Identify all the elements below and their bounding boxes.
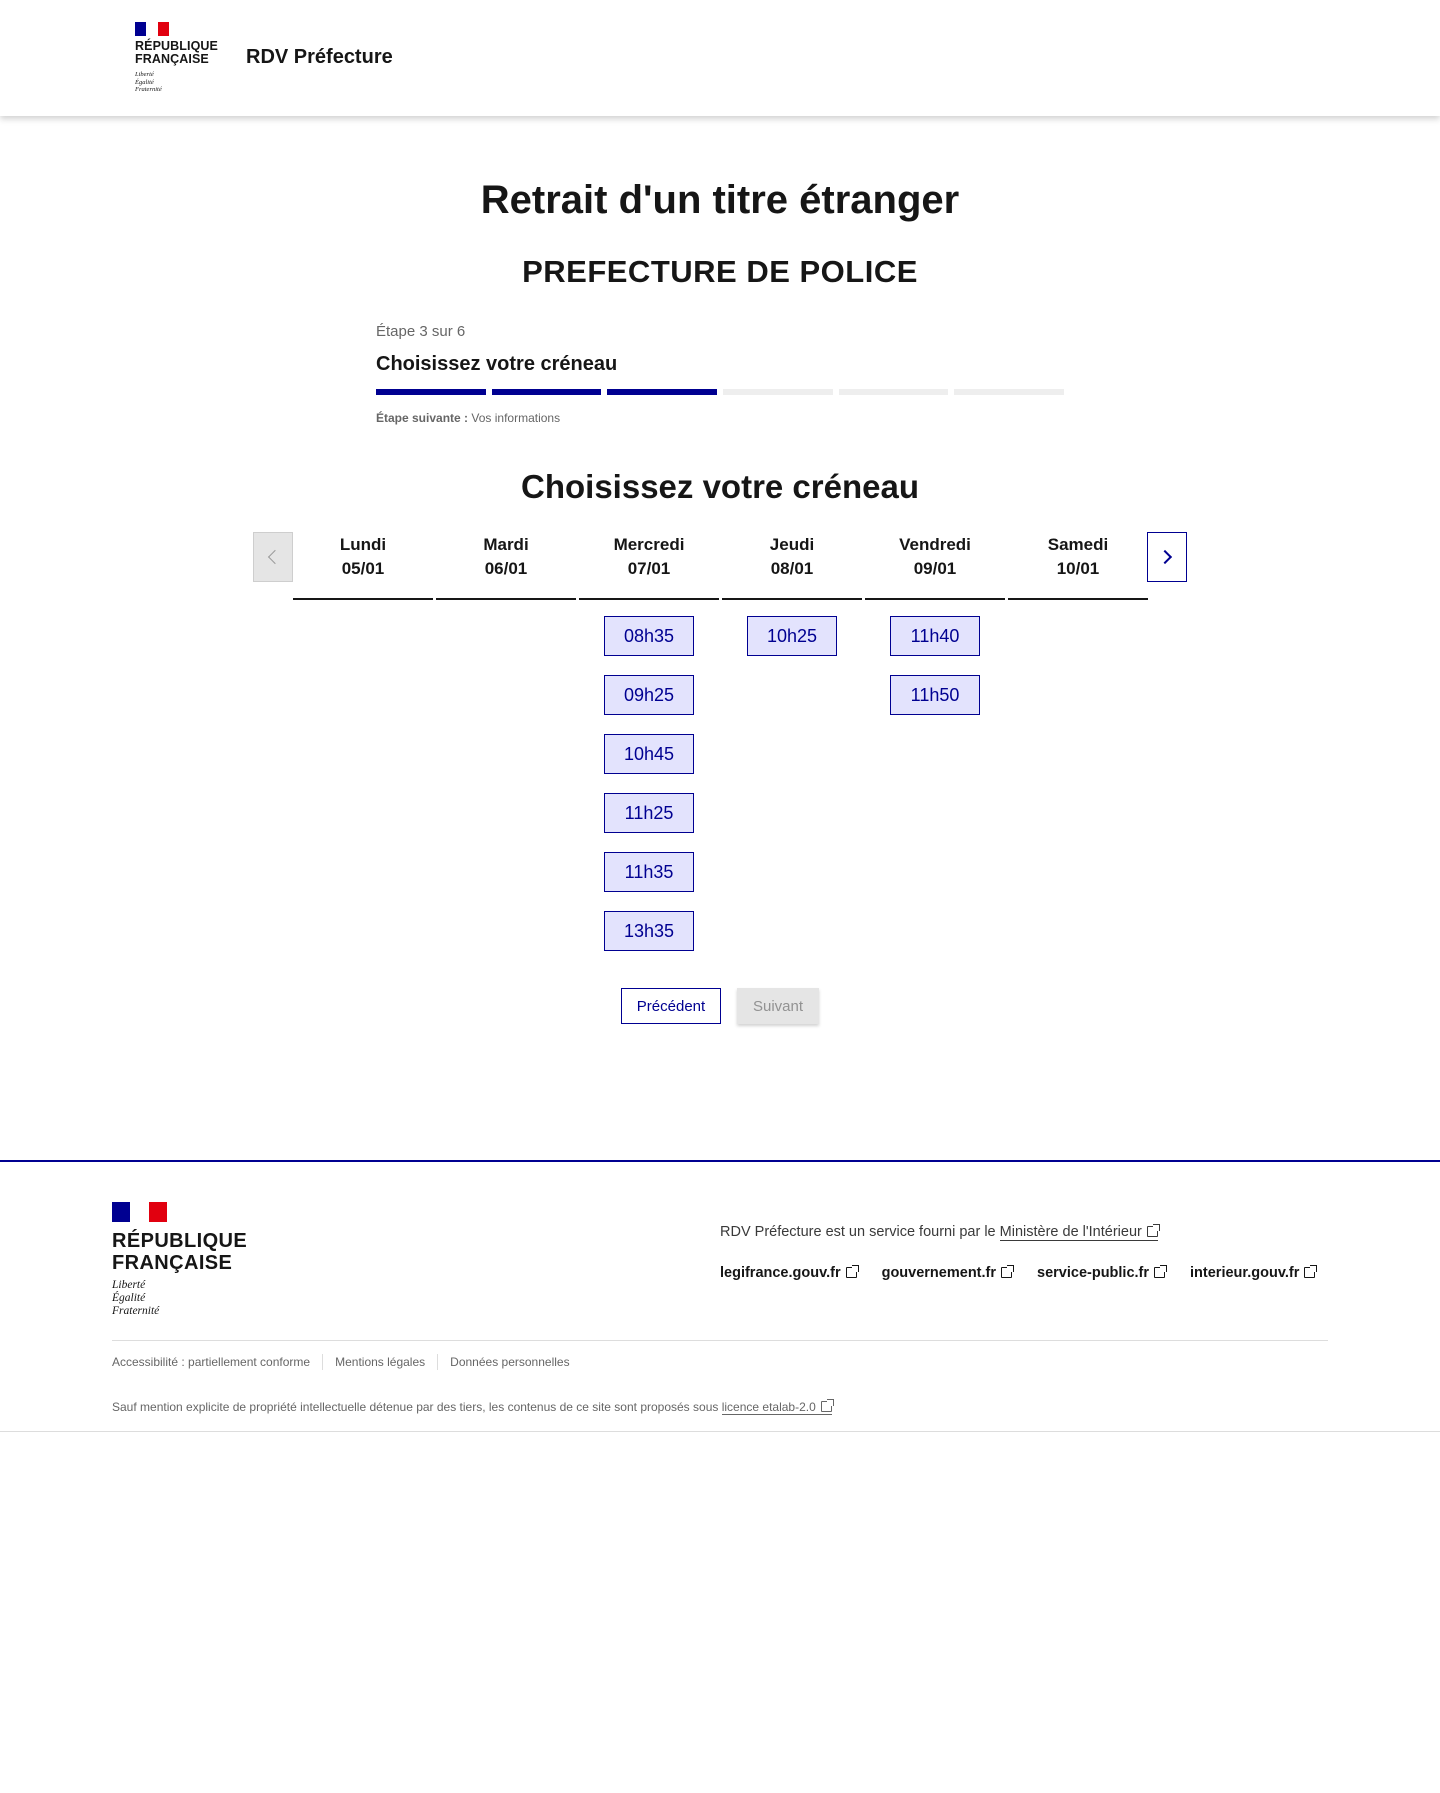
step-segment [954, 389, 1064, 395]
external-link-icon [1147, 1226, 1158, 1237]
footer-link-label: service-public.fr [1037, 1265, 1150, 1281]
external-link-icon [821, 1401, 832, 1412]
time-slot-button[interactable]: 10h25 [747, 616, 837, 656]
footer-link-label: interieur.gouv.fr [1190, 1265, 1300, 1281]
external-link-icon [1154, 1267, 1165, 1278]
day-column-lundi [293, 530, 433, 600]
time-slot-button[interactable]: 09h25 [604, 675, 694, 715]
step-count: Étape 3 sur 6 [376, 323, 466, 340]
previous-week-button[interactable] [253, 532, 293, 582]
day-name: Mercredi [613, 535, 685, 554]
logo-motto [135, 71, 225, 94]
link-separator [322, 1354, 323, 1370]
accessibility-link[interactable]: Accessibilité : partiellement conforme [112, 1355, 311, 1369]
day-name: Mardi [483, 535, 529, 554]
day-name: Lundi [339, 535, 387, 554]
footer-link-gouvernement[interactable] [882, 1265, 1012, 1281]
day-name: Samedi [1047, 535, 1109, 554]
chevron-left-icon [268, 550, 282, 564]
step-segment [723, 389, 833, 395]
step-title: Choisissez votre créneau [376, 353, 618, 375]
time-slot-button[interactable]: 13h35 [604, 911, 694, 951]
step-segment [376, 389, 486, 395]
personal-data-link[interactable]: Données personnelles [450, 1355, 570, 1369]
day-column-vendredi [865, 530, 1005, 715]
ministry-link-label: Ministère de l'Intérieur [999, 1224, 1142, 1240]
footer-description [720, 1224, 1158, 1240]
day-header [293, 530, 433, 600]
time-slot-button[interactable]: 11h50 [890, 675, 980, 715]
day-header [436, 530, 576, 600]
day-date: 07/01 [627, 559, 671, 578]
motto-line: Égalité [135, 78, 154, 86]
chevron-right-icon [1158, 550, 1172, 564]
footer-licence [112, 1400, 832, 1414]
footer-logo-text [112, 1230, 272, 1274]
ministry-link[interactable] [1000, 1224, 1158, 1241]
licence-text: Sauf mention explicite de propriété intellectuelle détenue par des tiers, les contenus de ce site sont proposés sous [112, 1400, 719, 1414]
marianne-flag-icon [135, 22, 169, 36]
next-week-button[interactable] [1147, 532, 1187, 582]
footer-bottom-links [112, 1354, 570, 1370]
footer-motto [112, 1279, 272, 1318]
time-slot-button[interactable]: 11h35 [604, 852, 694, 892]
licence-link[interactable] [722, 1400, 832, 1415]
previous-button[interactable]: Précédent [621, 988, 721, 1024]
day-date: 06/01 [484, 559, 528, 578]
motto-line: Liberté [135, 71, 154, 78]
day-column-mardi [436, 530, 576, 600]
time-slot-button[interactable]: 11h25 [604, 793, 694, 833]
day-date: 05/01 [341, 559, 385, 578]
day-date: 09/01 [913, 559, 957, 578]
footer-link-label: legifrance.gouv.fr [720, 1265, 841, 1281]
external-link-icon [1001, 1267, 1012, 1278]
step-segment [839, 389, 949, 395]
day-name: Jeudi [769, 535, 815, 554]
site-footer [0, 1160, 1440, 1432]
footer-republique-francaise-logo[interactable] [112, 1202, 272, 1318]
day-date: 10/01 [1056, 559, 1100, 578]
day-header [722, 530, 862, 600]
footer-description-text: RDV Préfecture est un service fourni par le [720, 1224, 996, 1240]
step-progress-bar [376, 389, 1064, 395]
day-name: Vendredi [899, 535, 971, 554]
step-segment [607, 389, 717, 395]
time-slot-button[interactable]: 08h35 [604, 616, 694, 656]
day-header [865, 530, 1005, 600]
licence-link-label: licence etalab-2.0 [721, 1400, 816, 1414]
motto-line: Liberté [112, 1279, 146, 1291]
service-name[interactable]: RDV Préfecture [246, 46, 393, 68]
footer-link-legifrance[interactable] [720, 1265, 857, 1281]
step-next [376, 411, 1064, 425]
logo-line-1: RÉPUBLIQUE [112, 1230, 248, 1252]
calendar-title: Choisissez votre créneau [521, 468, 919, 505]
footer-divider [112, 1340, 1328, 1341]
legal-notice-link[interactable]: Mentions légales [335, 1355, 426, 1369]
next-button[interactable]: Suivant [737, 988, 819, 1024]
step-next-label: Étape suivante : [376, 411, 469, 425]
motto-line: Égalité [112, 1292, 146, 1304]
stepper [376, 323, 1064, 425]
step-next-value: Vos informations [471, 411, 561, 425]
footer-link-label: gouvernement.fr [881, 1265, 997, 1281]
logo-text [135, 40, 225, 66]
motto-line: Fraternité [135, 86, 162, 93]
time-slot-button[interactable]: 11h40 [890, 616, 980, 656]
time-slot-button[interactable]: 10h45 [604, 734, 694, 774]
logo-line-2: FRANÇAISE [112, 1252, 233, 1274]
motto-line: Fraternité [112, 1305, 160, 1317]
footer-link-interieur[interactable] [1190, 1265, 1315, 1281]
day-header [1008, 530, 1148, 600]
external-link-icon [846, 1267, 857, 1278]
external-link-icon [1304, 1267, 1315, 1278]
republique-francaise-logo[interactable] [135, 22, 225, 94]
page-subtitle: PREFECTURE DE POLICE [522, 254, 918, 289]
day-date: 08/01 [770, 559, 814, 578]
day-column-jeudi [722, 530, 862, 656]
logo-line-2: FRANÇAISE [135, 52, 209, 66]
day-header [579, 530, 719, 600]
footer-link-service-public[interactable] [1037, 1265, 1165, 1281]
link-separator [437, 1354, 438, 1370]
logo-line-1: RÉPUBLIQUE [135, 39, 218, 53]
step-segment [492, 389, 602, 395]
day-column-mercredi [579, 530, 719, 951]
site-header [0, 0, 1440, 116]
footer-links [720, 1265, 1315, 1281]
marianne-flag-icon [112, 1202, 167, 1222]
page-title: Retrait d'un titre étranger [480, 178, 960, 222]
day-column-samedi [1008, 530, 1148, 600]
